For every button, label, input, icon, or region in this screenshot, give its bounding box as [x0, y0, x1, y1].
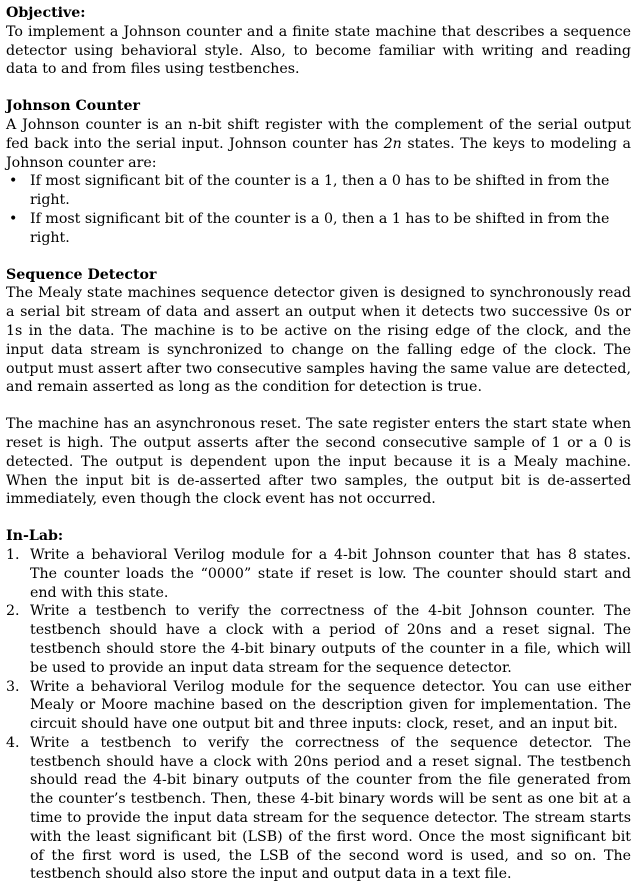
objective-section: [6, 4, 631, 79]
list-item: [6, 546, 631, 602]
item-number: 2.: [6, 603, 20, 620]
sequence-para-1: The Mealy state machines sequence detector given is designed to synchronously read a serial bit stream of data and assert an output when it detects two successive 0s or 1s in the data. The machine is to be active on the rising edge of the clock, and the input data stream is synchronized to change on the falling edge of the clock. The output must assert after two consecutive samples having the same value are detected, and remain asserted as long as the condition for detection is true.: [6, 285, 631, 396]
johnson-heading: Johnson Counter: [6, 98, 140, 115]
inlab-section: [6, 527, 631, 884]
item-text: Write a testbench to verify the correctness of the 4-bit Johnson counter. The testbench should have a clock with a period of 20ns and a reset signal. The testbench should store the 4-bit binary outputs of the counter in a file, which will be used to provide an input data stream for the sequence detector.: [30, 603, 631, 676]
spacer: [6, 397, 631, 415]
item-number: 1.: [6, 546, 20, 563]
bullet-icon: •: [9, 210, 18, 227]
spacer: [6, 248, 631, 266]
list-item: [6, 172, 631, 210]
list-item: [6, 734, 631, 884]
bullet-text: If most significant bit of the counter is a 0, then a 1 has to be shifted in from the right.: [30, 210, 610, 246]
item-text: Write a testbench to verify the correctness of the sequence detector. The testbench should have a clock with 20ns period and a reset signal. The testbench should read the 4-bit binary outputs of the counter from the file generated from the counter’s testbench. Then, these 4-bit binary words will be sent as one bit at a time to provide the input data stream for the sequence detector. The stream starts with the least significant bit (LSB) of the first word. Once the most significant bit of the first word is used, the LSB of the second word is used, and so on. The testbench should also store the input and output data in a text file.: [30, 734, 631, 883]
johnson-text-after: states. The keys to modeling a Johnson counter are:: [6, 135, 631, 171]
item-number: 4.: [6, 734, 20, 751]
sequence-para-2: The machine has an asynchronous reset. The sate register enters the start state when reset is high. The output asserts after the second consecutive sample of 1 or a 0 is detected. The output is dependent upon the input because it is a Mealy machine. When the input bit is de-asserted after two samples, the output bit is de-asserted immediately, even though the clock event has not occurred.: [6, 416, 631, 508]
objective-heading: Objective:: [6, 5, 86, 21]
johnson-text-em: 2n: [383, 135, 402, 152]
inlab-heading: In-Lab:: [6, 528, 64, 545]
list-item: [6, 210, 631, 248]
johnson-bullet-list: [6, 172, 631, 247]
sequence-heading: Sequence Detector: [6, 266, 157, 283]
objective-text: To implement a Johnson counter and a finite state machine that describes a sequence detector using behavioral style. Also, to become familiar with writing and reading data to and from files using testbenches.: [6, 23, 631, 78]
item-number: 3.: [6, 678, 20, 695]
spacer: [6, 79, 631, 97]
spacer: [6, 509, 631, 527]
johnson-text: [6, 116, 631, 172]
johnson-text-before: A Johnson counter is an n-bit shift register with the complement of the serial output fed back into the serial input. Johnson counter has: [6, 116, 631, 152]
list-item: [6, 678, 631, 734]
bullet-text: If most significant bit of the counter is a 1, then a 0 has to be shifted in from the right.: [30, 173, 610, 209]
johnson-section: [6, 97, 631, 247]
item-text: Write a behavioral Verilog module for the sequence detector. You can use either Mealy or Moore machine based on the description given for implementation. The circuit should have one output bit and three inputs: clock, reset, and an input bit.: [30, 678, 631, 733]
list-item: [6, 602, 631, 677]
bullet-icon: •: [9, 173, 18, 190]
sequence-section: [6, 266, 631, 510]
item-text: Write a behavioral Verilog module for a 4-bit Johnson counter that has 8 states. The counter loads the “0000” state if reset is low. The counter should start and end with this state.: [30, 546, 631, 601]
inlab-list: [6, 546, 631, 884]
